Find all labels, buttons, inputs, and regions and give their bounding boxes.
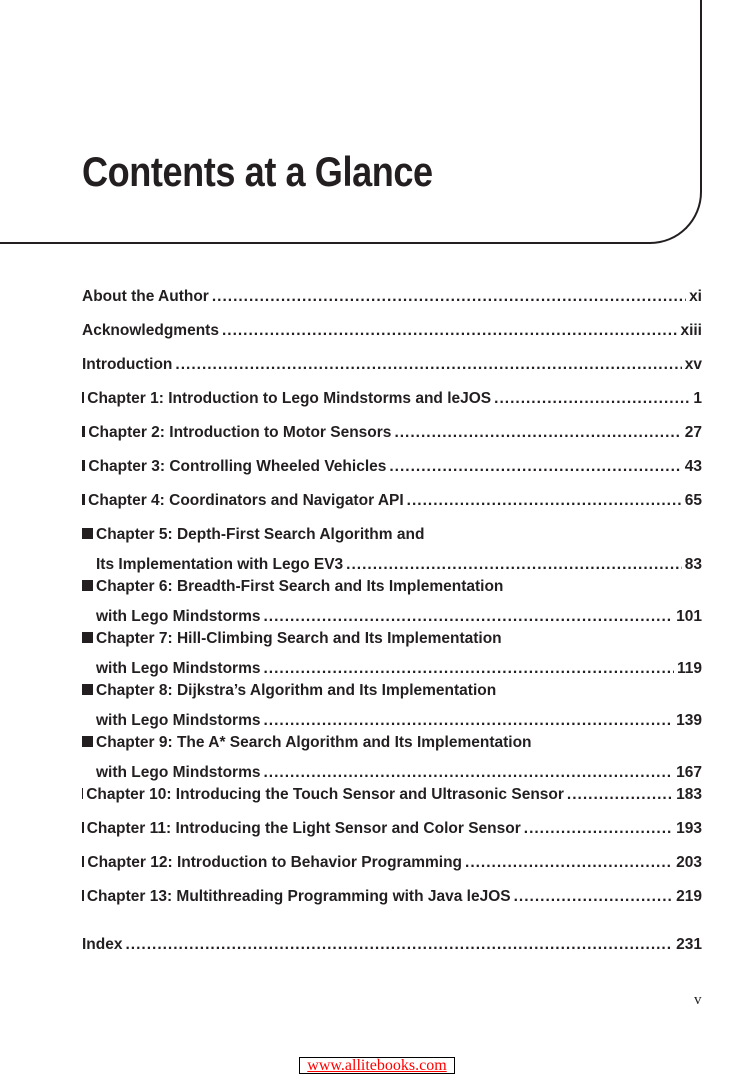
toc-entry-page: 231 [676, 936, 702, 953]
dot-leader [222, 320, 678, 342]
toc-entry-title: Chapter 12: Introduction to Behavior Programming [87, 854, 463, 871]
toc-entry-page: xi [689, 288, 702, 305]
toc-entry-page: 219 [676, 888, 702, 905]
toc-entry-page: 101 [676, 608, 702, 625]
title-frame [0, 0, 702, 244]
dot-leader [263, 606, 673, 628]
toc-entry-page: 119 [676, 660, 702, 677]
toc-chapter-entry[interactable] [82, 784, 702, 806]
dot-leader [175, 354, 681, 376]
toc-chapter-entry[interactable] [82, 422, 702, 444]
toc-entry-page: 203 [676, 854, 702, 871]
toc-entry-title: Chapter 7: Hill-Climbing Search and Its Implementation [96, 630, 502, 647]
page-title: Contents at a Glance [82, 148, 433, 195]
toc-chapter-entry[interactable] [82, 456, 702, 478]
toc-entry-title: Chapter 13: Multithreading Programming with Java leJOS [86, 888, 511, 905]
toc-entry-title: Chapter 10: Introducing the Touch Sensor and Ultrasonic Sensor [86, 786, 564, 803]
dot-leader [514, 886, 674, 908]
dot-leader [494, 388, 690, 410]
toc-entry-title: Acknowledgments [82, 322, 219, 339]
square-bullet-icon [82, 736, 93, 747]
toc-entry-title: Introduction [82, 356, 173, 373]
square-bullet-icon [82, 788, 83, 799]
dot-leader [346, 554, 682, 576]
toc-entry-page: 167 [676, 764, 702, 781]
dot-leader [125, 934, 673, 956]
square-bullet-icon [82, 580, 93, 591]
dot-leader [394, 422, 681, 444]
toc-entry-title: Chapter 4: Coordinators and Navigator API [88, 492, 404, 509]
dot-leader [524, 818, 673, 840]
square-bullet-icon [82, 822, 84, 833]
toc-front-entry[interactable] [82, 320, 702, 342]
page-number: v [694, 992, 702, 1008]
square-bullet-icon [82, 460, 85, 471]
toc-entry-title: Chapter 2: Introduction to Motor Sensors [88, 424, 392, 441]
toc-chapter-entry[interactable] [82, 680, 702, 732]
toc-entry-page: 183 [676, 786, 702, 803]
toc-entry-title: Chapter 1: Introduction to Lego Mindstorms and leJOS [87, 390, 492, 407]
toc-chapter-entry[interactable] [82, 628, 702, 680]
toc-entry-title-continued: with Lego Mindstorms [96, 608, 261, 625]
toc-chapter-entry[interactable] [82, 886, 702, 908]
square-bullet-icon [82, 528, 93, 539]
dot-leader [263, 658, 674, 680]
toc-entry-page: 193 [676, 820, 702, 837]
square-bullet-icon [82, 890, 84, 901]
square-bullet-icon [82, 392, 84, 403]
toc-entry-page: xiii [680, 322, 702, 339]
toc-entry-page: 27 [684, 424, 702, 441]
toc-entry-page: 43 [684, 458, 702, 475]
toc-entry-title: Index [82, 936, 123, 953]
toc-entry-title-continued: Its Implementation with Lego EV3 [96, 556, 344, 573]
toc-entry-page: 139 [676, 712, 702, 729]
dot-leader [212, 286, 686, 308]
toc-entry-page: 1 [693, 390, 702, 407]
toc-entry-title: About the Author [82, 288, 209, 305]
toc-entry-page: xv [684, 356, 702, 373]
toc-entry-page: 83 [684, 556, 702, 573]
dot-leader [567, 784, 673, 806]
toc-entry-title-continued: with Lego Mindstorms [96, 660, 261, 677]
square-bullet-icon [82, 856, 84, 867]
toc-entry-title: Chapter 3: Controlling Wheeled Vehicles [88, 458, 387, 475]
toc-chapter-entry[interactable] [82, 576, 702, 628]
watermark-link[interactable]: www.allitebooks.com [299, 1057, 455, 1074]
dot-leader [263, 762, 673, 784]
square-bullet-icon [82, 426, 85, 437]
toc-entry-page: 65 [684, 492, 702, 509]
dot-leader [263, 710, 673, 732]
toc-entry-title: Chapter 11: Introducing the Light Sensor and Color Sensor [86, 820, 521, 837]
toc-entry-title: Chapter 5: Depth-First Search Algorithm and [96, 526, 425, 543]
dot-leader [465, 852, 673, 874]
toc-chapter-entry[interactable] [82, 490, 702, 512]
toc-entry-title: Chapter 9: The A* Search Algorithm and Its Implementation [96, 734, 532, 751]
dot-leader [407, 490, 682, 512]
toc-front-entry[interactable] [82, 354, 702, 376]
toc-entry-title-continued: with Lego Mindstorms [96, 764, 261, 781]
toc-chapter-entry[interactable] [82, 818, 702, 840]
dot-leader [389, 456, 681, 478]
toc-chapter-entry[interactable] [82, 852, 702, 874]
toc-entry-title-continued: with Lego Mindstorms [96, 712, 261, 729]
toc-chapter-entry[interactable] [82, 524, 702, 576]
toc-back-entry[interactable] [82, 934, 702, 956]
square-bullet-icon [82, 494, 85, 505]
square-bullet-icon [82, 684, 93, 695]
toc-entry-title: Chapter 6: Breadth-First Search and Its Implementation [96, 578, 504, 595]
square-bullet-icon [82, 632, 93, 643]
toc-entry-title: Chapter 8: Dijkstra’s Algorithm and Its Implementation [96, 682, 497, 699]
toc-chapter-entry[interactable] [82, 732, 702, 784]
toc-chapter-entry[interactable] [82, 388, 702, 410]
toc-front-entry[interactable] [82, 286, 702, 308]
